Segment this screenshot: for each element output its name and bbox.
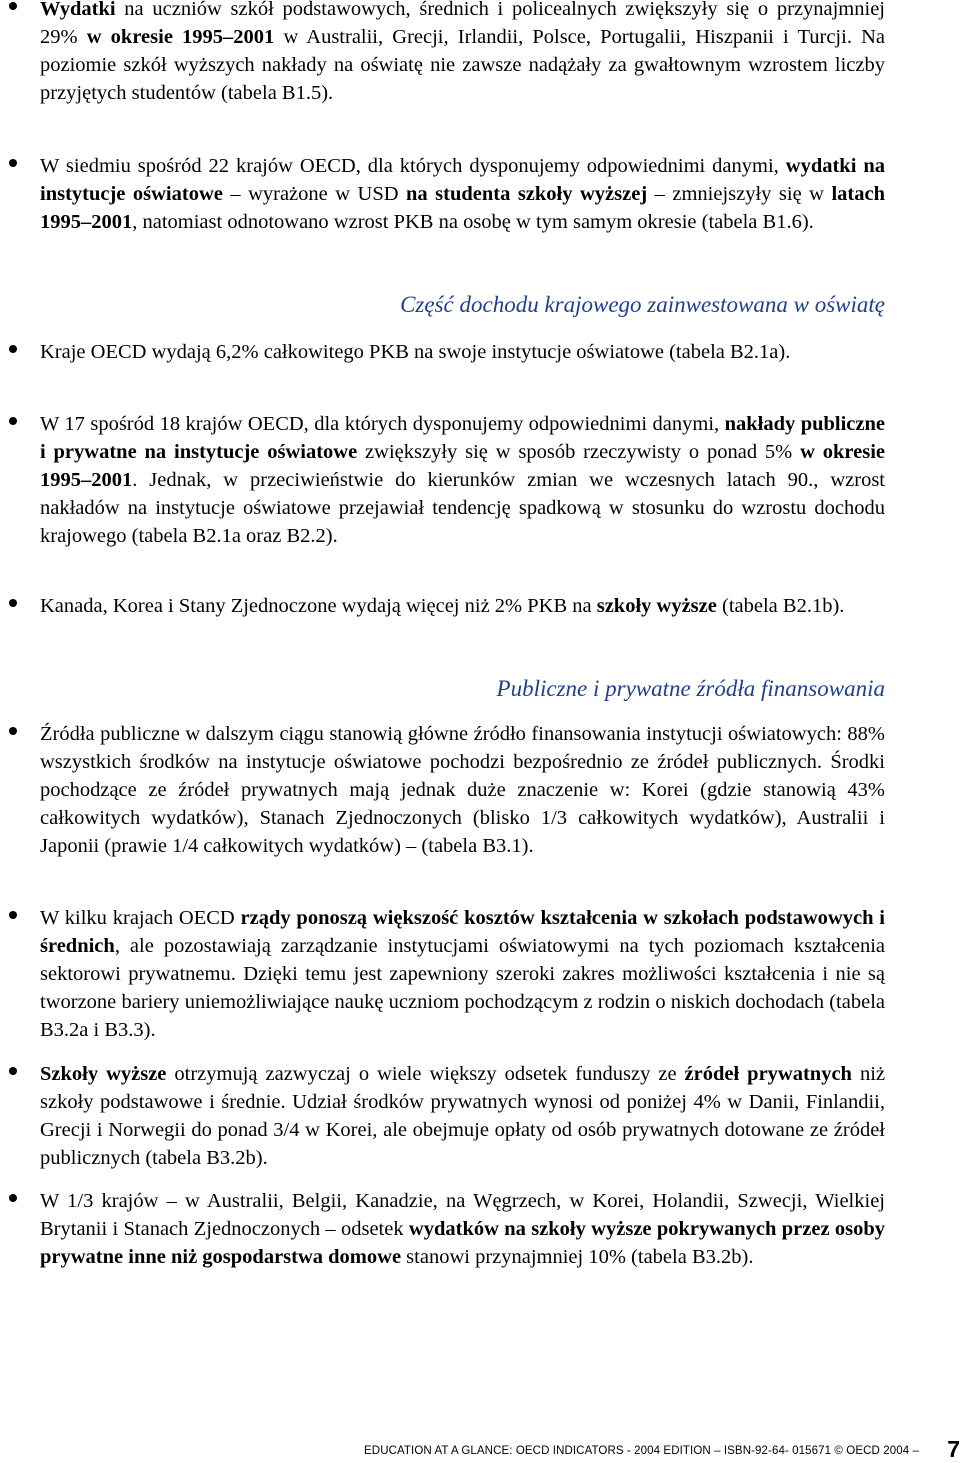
bullet-dot [9,1067,17,1075]
text-run: Źródła publiczne w dalszym ciągu stanowią główne źródło finansowania instytucji oświatowych: 88% wszystkich środków na instytucje oświatowe pochodzi bezpośrednio ze źródeł publicznych. Środki pochodzące ze źródeł prywatnych mają jednak duże znaczenie w: Korei (gdzie stanowią 43% całkowitych wydatków), Stanach Zjednoczonych (blisko 1/3 całkowitych wydatków), Australii i Japonii (prawie 1/4 całkowitych wydatków) – (tabela B3.1). [40,723,885,857]
text-run: Kanada, Korea i Stany Zjednoczone wydają więcej niż 2% PKB na [40,595,597,617]
bold-phrase: Szkoły wyższe [40,1063,167,1085]
bullet-gdp-share [40,338,885,366]
bullet-dot [9,727,17,735]
paragraph-text [40,1063,885,1169]
paragraph-text [40,723,885,857]
bullet-dot [9,345,17,353]
text-run: . Jednak, w przeciwieństwie do kierunków zmian we wczesnych latach 90., wzrost nakładów na instytucje oświatowe przejawiał tendencję spadkową w stosunku do wzrostu dochodu krajowego (tabela B2.1a oraz B2.2). [40,469,885,547]
bold-phrase: rządy ponoszą większość kosztów kształcenia w szkołach podstawowych i średnich [40,907,885,957]
bold-phrase: źródeł prywatnych [684,1063,852,1085]
bullet-dot [9,1194,17,1202]
bold-phrase: w okresie 1995–2001 [86,26,275,48]
bullet-public-sources [40,720,885,860]
text-run: W 1/3 krajów – w Australii, Belgii, Kanadzie, na Węgrzech, w Korei, Holandii, Szwecji, Wielkiej Brytanii i Stanach Zjednoczonych – odsetek [40,1190,885,1240]
text-run: (tabela B2.1b). [716,595,845,617]
paragraph-text [40,595,844,617]
text-run: W kilku krajach OECD [40,907,241,929]
paragraph-text [40,1190,885,1268]
bullet-public-private-spending-growth [40,410,885,550]
bold-phrase: nakłady publiczne i prywatne na instytucje oświatowe [40,413,885,463]
bold-phrase: wydatków na szkoły wyższe pokrywanych przez osoby prywatne inne niż gospodarstwa domowe [40,1218,885,1268]
text-run: niż szkoły podstawowe i średnie. Udział środków prywatnych wynosi od poniżej 4% w Danii, Finlandii, Grecji i Norwegii do ponad 3/4 w Korei, ale obejmuje opłaty od osób prywatnych dotowane ze źródeł publicznych (tabela B3.2b). [40,1063,885,1169]
section-heading-public-private: Publiczne i prywatne źródła finansowania [496,676,885,701]
bullet-tertiary-private-sources [40,1060,885,1172]
bold-phrase: w okresie 1995–2001 [40,441,885,491]
text-run: otrzymują zazwyczaj o wiele większy odsetek funduszy ze [166,1063,685,1085]
bullet-dot [9,417,17,425]
paragraph-text [40,0,885,104]
bullet-dot [9,159,17,167]
bold-phrase: wydatki na instytucje oświatowe [40,155,886,205]
bullet-tertiary-expenditure-decrease [40,152,885,236]
text-run: W siedmiu spośród 22 krajów OECD, dla których dysponujemy odpowiednimi danymi, [40,155,786,177]
section-heading-national-income: Część dochodu krajowego zainwestowana w oświatę [400,292,885,317]
bullet-government-costs [40,904,885,1044]
bold-phrase: Wydatki [40,0,116,20]
text-run: – zmniejszyły się w [647,183,832,205]
paragraph-text [40,341,790,363]
text-run: zwiększyły się w sposób rzeczywisty o ponad 5% [357,441,801,463]
text-run: w Australii, Grecji, Irlandii, Polsce, Portugalii, Hiszpanii i Turcji. Na poziomie szkół wyższych nakłady na oświatę nie zawsze nadążały za gwałtownym wzrostem liczby przyjętych studentów (tabela B1.5). [40,26,885,104]
text-run: , ale pozostawiają zarządzanie instytucjami oświatowymi na tych poziomach kształcenia sektorowi prywatnemu. Dzięki temu jest zapewniony szeroki zakres możliwości kształcenia i nie są tworzone bariery uniemożliwiające naukę uczniom pochodzącym z rodzin o niskich dochodach (tabela B3.2a i B3.3). [40,935,885,1041]
paragraph-text [40,907,885,1041]
page-number: 7 [947,1436,960,1462]
bullet-tertiary-gdp [40,592,885,620]
text-run: W 17 spośród 18 krajów OECD, dla których dysponujemy odpowiednimi danymi, [40,413,725,435]
page-footer [0,1436,960,1462]
bold-phrase: szkoły wyższe [596,595,717,617]
bold-phrase: na studenta szkoły wyższej [406,183,648,205]
text-run: stanowi przynajmniej 10% (tabela B3.2b). [401,1246,754,1268]
text-run: na uczniów szkół podstawowych, średnich i policealnych zwiększyły się o przynajmniej 29% [40,0,885,48]
bullet-dot [9,2,17,10]
text-run: – wyrażone w USD [222,183,407,205]
footer-citation: EDUCATION AT A GLANCE: OECD INDICATORS - 2004 EDITION – ISBN-92-64- 015671 © OECD 2004 – [364,1445,919,1457]
paragraph-text [40,413,885,547]
bullet-dot [9,911,17,919]
bold-phrase: latach 1995–2001 [40,183,885,233]
text-run: Kraje OECD wydają 6,2% całkowitego PKB na swoje instytucje oświatowe (tabela B2.1a). [40,341,791,363]
paragraph-text [40,155,885,233]
bullet-private-entities [40,1187,885,1271]
text-run: , natomiast odnotowano wzrost PKB na osobę w tym samym okresie (tabela B1.6). [132,211,814,233]
bullet-expenditure-per-pupil [40,0,885,107]
bullet-dot [9,599,17,607]
